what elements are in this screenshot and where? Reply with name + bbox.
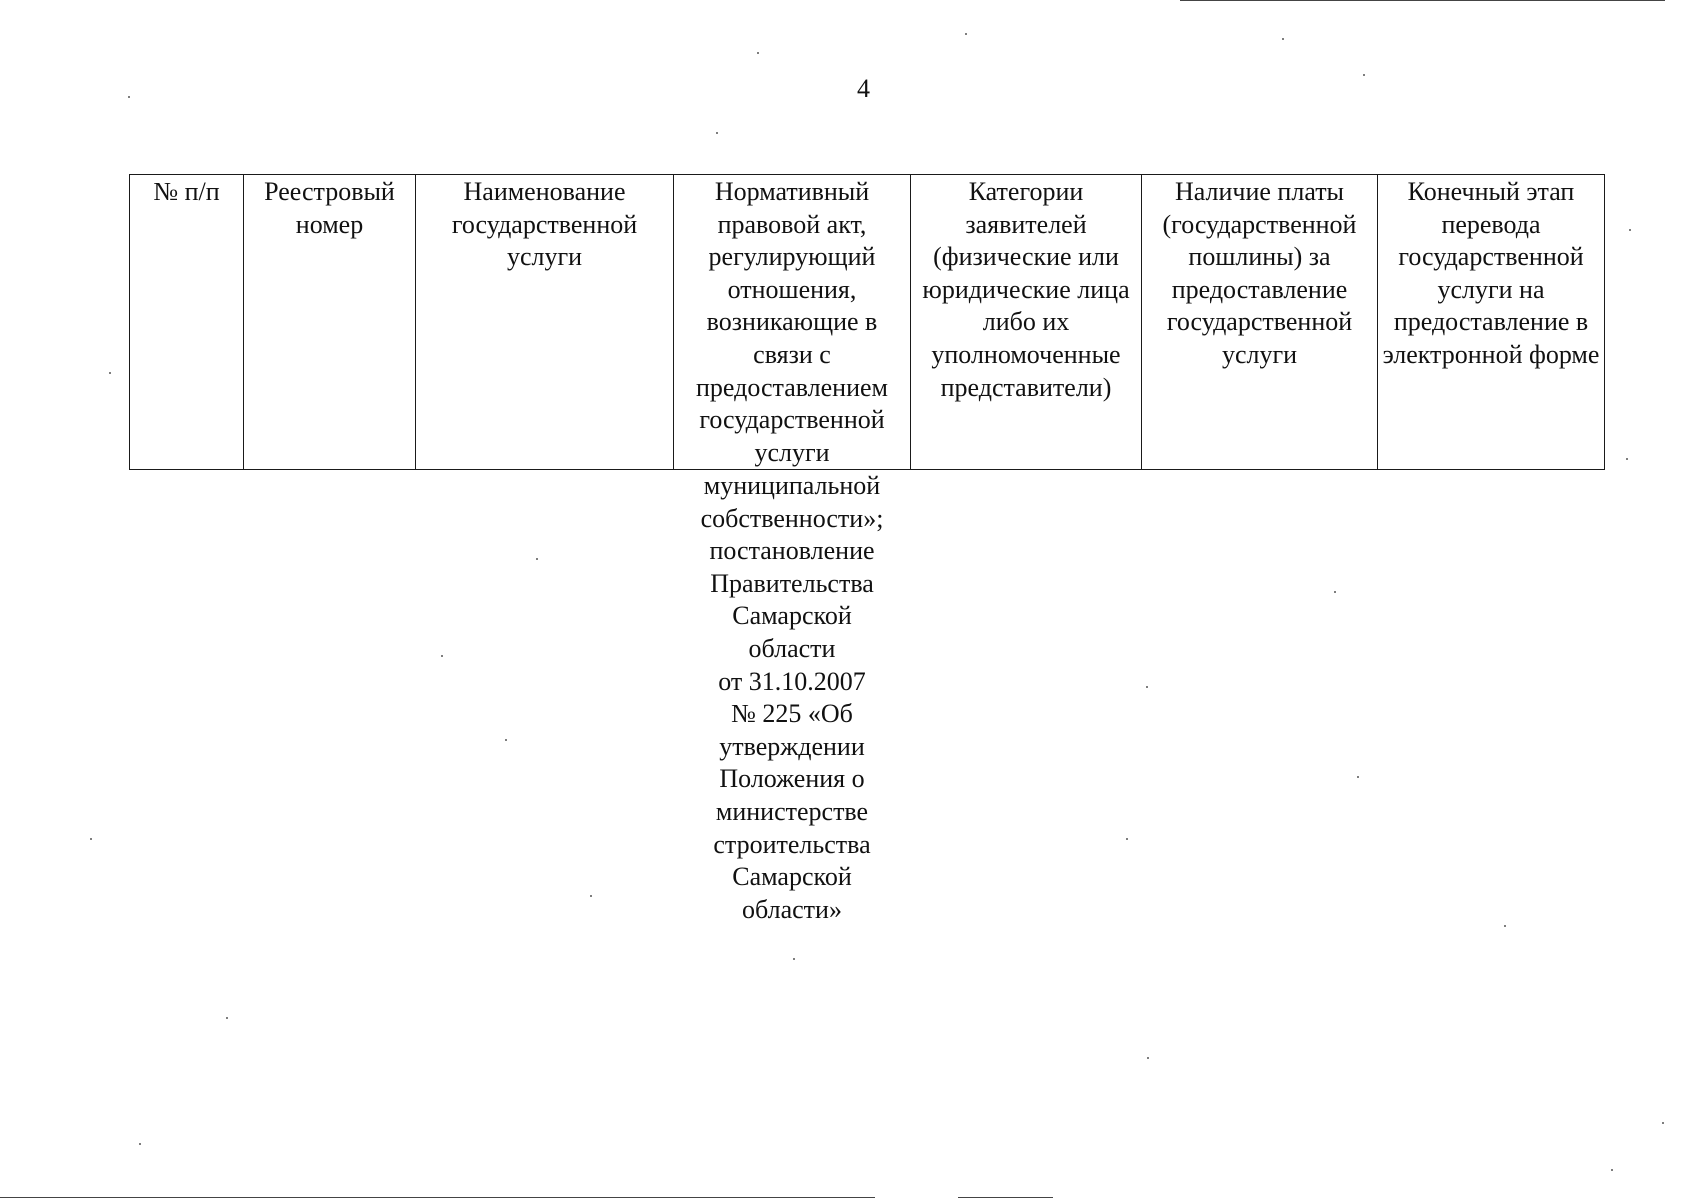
column-header-service-name: Наименование государственной услуги xyxy=(416,175,674,470)
scan-speck xyxy=(1146,686,1148,688)
column-header-legal-act: Нормативный правовой акт, регулирующий отношения, возникающие в связи с предоставлением государственной услуги xyxy=(674,175,911,470)
legal-act-continuation-text: муниципальной собственности»; постановление Правительства Самарской области от 31.10.2007 № 225 «Об утверждении Положения о министерстве строительства Самарской области» xyxy=(700,471,884,924)
scan-speck xyxy=(1147,1057,1149,1059)
column-header-registry-number: Реестровый номер xyxy=(244,175,416,470)
scan-speck xyxy=(505,739,507,741)
services-table xyxy=(129,174,1605,470)
scan-speck xyxy=(793,958,795,960)
scan-speck xyxy=(1126,838,1128,840)
scan-speck xyxy=(226,1017,228,1019)
scan-speck xyxy=(109,372,111,374)
scan-speck xyxy=(1662,1122,1664,1124)
scan-speck xyxy=(139,1143,141,1145)
column-header-fee: Наличие платы (государственной пошлины) за предоставление государственной услуги xyxy=(1142,175,1378,470)
top-scan-rule xyxy=(1180,0,1665,1)
column-header-number: № п/п xyxy=(130,175,244,470)
scan-speck xyxy=(536,558,538,560)
scan-speck xyxy=(965,33,967,35)
table-header xyxy=(130,175,1605,470)
scan-speck xyxy=(128,96,130,98)
bottom-scan-rule xyxy=(0,1197,875,1198)
scan-speck xyxy=(1334,591,1336,593)
scan-speck xyxy=(1629,229,1631,231)
scan-speck xyxy=(716,132,718,134)
column-header-applicant-categories: Категории заявителей (физические или юридические лица либо их уполномоченные представители) xyxy=(911,175,1142,470)
scan-speck xyxy=(757,52,759,54)
scan-speck xyxy=(1357,776,1359,778)
scan-speck xyxy=(90,838,92,840)
scan-speck xyxy=(1626,458,1628,460)
page-number: 4 xyxy=(857,74,870,103)
table-header-row xyxy=(130,175,1605,470)
scan-speck xyxy=(1363,74,1365,76)
scan-speck xyxy=(1282,38,1284,40)
bottom-scan-rule-short xyxy=(958,1197,1053,1198)
scan-speck xyxy=(590,895,592,897)
scan-speck xyxy=(1504,925,1506,927)
scan-speck xyxy=(441,655,443,657)
column-header-final-stage: Конечный этап перевода государственной услуги на предоставление в электронной форме xyxy=(1378,175,1605,470)
scan-speck xyxy=(1611,1169,1613,1171)
